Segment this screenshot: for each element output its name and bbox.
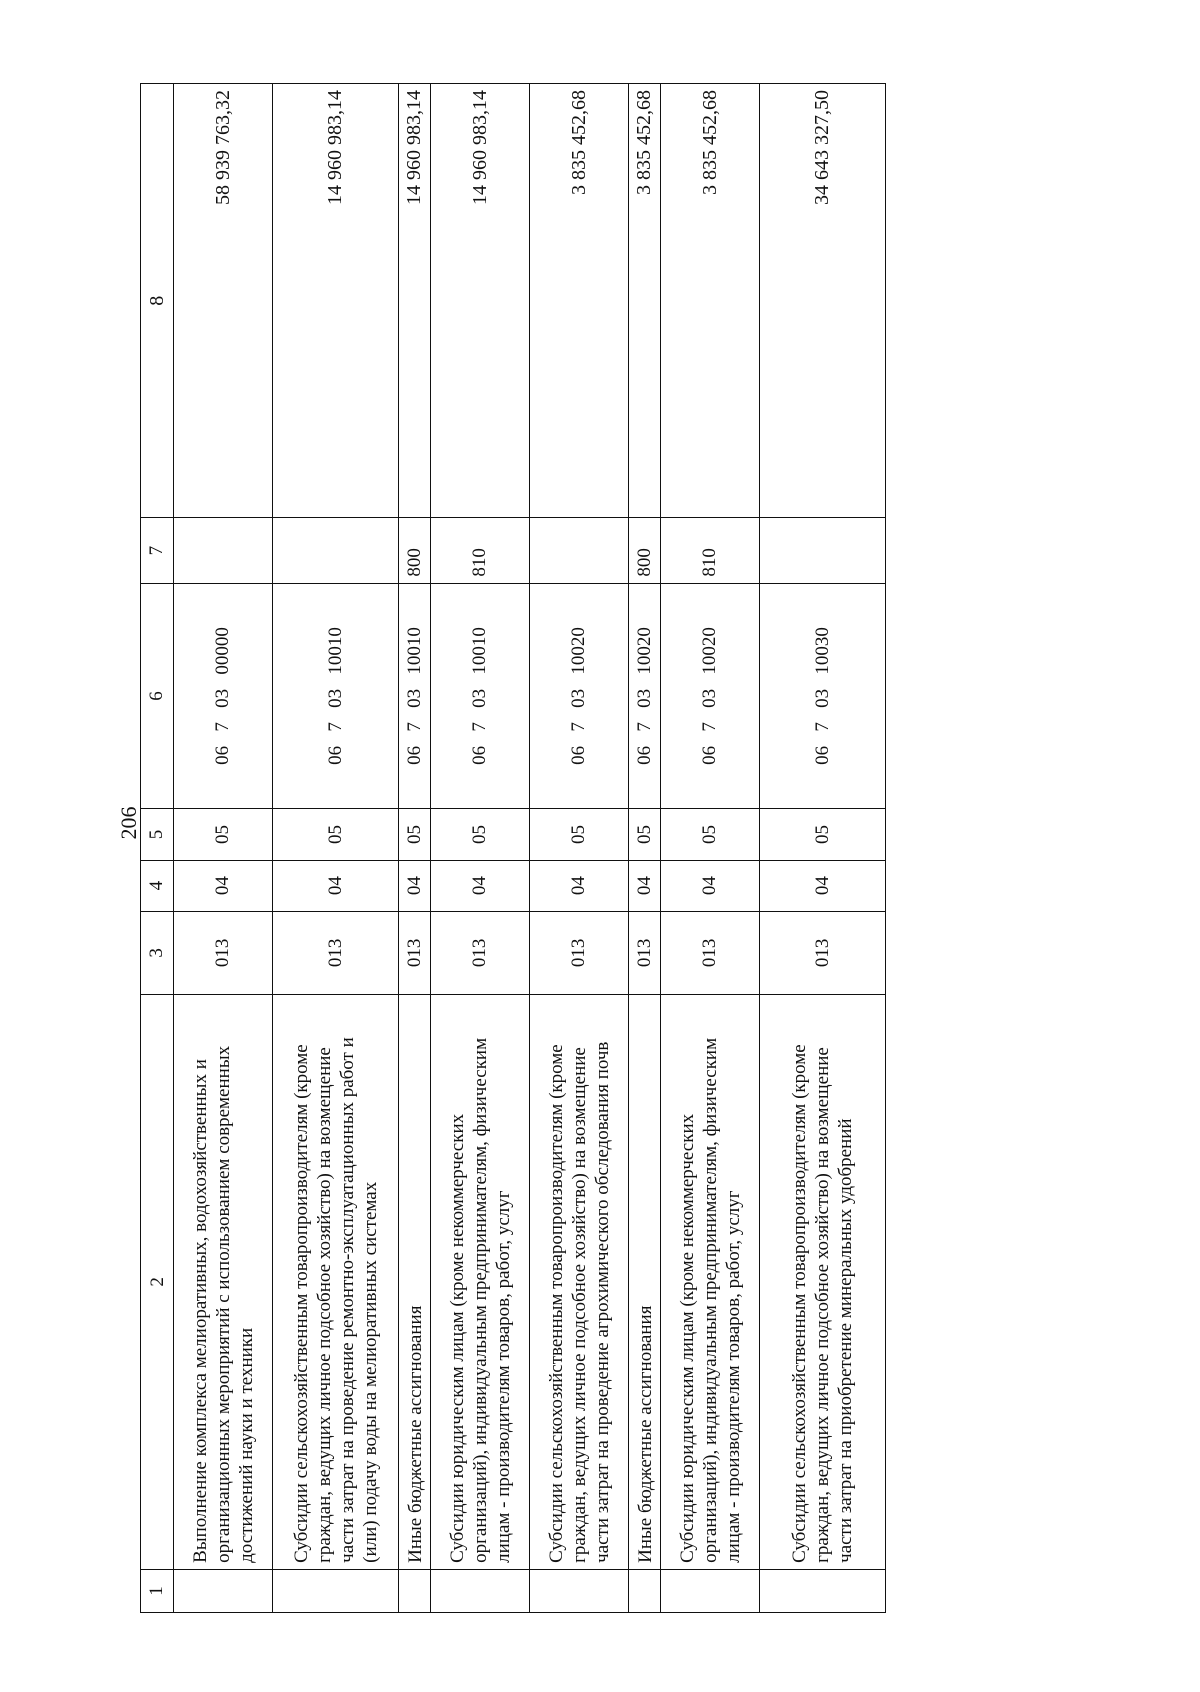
cell-col5: 05 [760, 809, 886, 860]
cell-col5: 05 [629, 809, 661, 860]
cell-col1 [530, 1569, 629, 1612]
header-col-2: 2 [141, 994, 174, 1569]
table-header-row [141, 84, 174, 1613]
cell-col7: 810 [431, 518, 530, 583]
cell-name: Субсидии сельскохозяйственным товаропроизводителям (кроме граждан, ведущих личное подсобное хозяйство) на возмещение части затрат на приобретение минеральных удобрений [760, 994, 886, 1569]
cell-col7: 800 [629, 518, 661, 583]
cell-name: Субсидии сельскохозяйственным товаропроизводителям (кроме граждан, ведущих личное подсобное хозяйство) на возмещение части затрат на проведение ремонтно-эксплуатационных работ и (или) подачу воды на мелиоративных системах [273, 994, 399, 1569]
cell-col7 [174, 518, 273, 583]
cell-name: Субсидии юридическим лицам (кроме некоммерческих организаций), индивидуальным предпринимателям, физическим лицам - производителям товаров, работ, услуг [431, 994, 530, 1569]
cell-name: Иные бюджетные ассигнования [399, 994, 431, 1569]
cell-col3: 013 [530, 911, 629, 994]
header-col-5: 5 [141, 809, 174, 860]
table-row [629, 84, 661, 1613]
cell-col3: 013 [431, 911, 530, 994]
cell-name: Выполнение комплекса мелиоративных, водохозяйственных и организационных мероприятий с использованием современных достижений науки и техники [174, 994, 273, 1569]
cell-col6: 06 7 03 10020 [629, 583, 661, 809]
cell-amount: 3 835 452,68 [661, 84, 760, 518]
cell-col3: 013 [399, 911, 431, 994]
cell-col6: 06 7 03 10010 [431, 583, 530, 809]
table-row [760, 84, 886, 1613]
cell-col1 [661, 1569, 760, 1612]
cell-col1 [399, 1569, 431, 1612]
cell-col4: 04 [629, 860, 661, 911]
cell-col6: 06 7 03 10020 [661, 583, 760, 809]
header-col-1: 1 [141, 1569, 174, 1612]
cell-col4: 04 [273, 860, 399, 911]
cell-col5: 05 [431, 809, 530, 860]
header-col-3: 3 [141, 911, 174, 994]
cell-col1 [273, 1569, 399, 1612]
cell-col4: 04 [661, 860, 760, 911]
cell-col7: 800 [399, 518, 431, 583]
cell-col3: 013 [760, 911, 886, 994]
table-row [399, 84, 431, 1613]
cell-col6: 06 7 03 10010 [399, 583, 431, 809]
table-row [530, 84, 629, 1613]
header-col-7: 7 [141, 518, 174, 583]
table-row [431, 84, 530, 1613]
cell-col7 [273, 518, 399, 583]
cell-col6: 06 7 03 10020 [530, 583, 629, 809]
cell-col4: 04 [530, 860, 629, 911]
cell-col7: 810 [661, 518, 760, 583]
cell-col7 [530, 518, 629, 583]
cell-col1 [760, 1569, 886, 1612]
cell-col1 [431, 1569, 530, 1612]
cell-col5: 05 [273, 809, 399, 860]
page-number: 206 [116, 806, 141, 840]
cell-col3: 013 [174, 911, 273, 994]
cell-col3: 013 [629, 911, 661, 994]
cell-amount: 14 960 983,14 [399, 84, 431, 518]
header-col-6: 6 [141, 583, 174, 809]
cell-amount: 14 960 983,14 [431, 84, 530, 518]
cell-col4: 04 [174, 860, 273, 911]
cell-col3: 013 [273, 911, 399, 994]
cell-col4: 04 [399, 860, 431, 911]
cell-col4: 04 [760, 860, 886, 911]
cell-amount: 34 643 327,50 [760, 84, 886, 518]
table-row [661, 84, 760, 1613]
header-col-4: 4 [141, 860, 174, 911]
cell-col4: 04 [431, 860, 530, 911]
cell-col5: 05 [399, 809, 431, 860]
cell-name: Иные бюджетные ассигнования [629, 994, 661, 1569]
budget-table [140, 83, 886, 1613]
cell-col7 [760, 518, 886, 583]
cell-col5: 05 [530, 809, 629, 860]
table-row [273, 84, 399, 1613]
cell-col6: 06 7 03 10010 [273, 583, 399, 809]
cell-name: Субсидии юридическим лицам (кроме некоммерческих организаций), индивидуальным предпринимателям, физическим лицам - производителям товаров, работ, услуг [661, 994, 760, 1569]
cell-amount: 3 835 452,68 [629, 84, 661, 518]
header-col-8: 8 [141, 84, 174, 518]
cell-col5: 05 [661, 809, 760, 860]
table-row [174, 84, 273, 1613]
cell-col6: 06 7 03 10030 [760, 583, 886, 809]
cell-amount: 58 939 763,32 [174, 84, 273, 518]
cell-col1 [174, 1569, 273, 1612]
cell-amount: 14 960 983,14 [273, 84, 399, 518]
rotated-table-container [140, 83, 1046, 1613]
cell-col1 [629, 1569, 661, 1612]
cell-col5: 05 [174, 809, 273, 860]
cell-name: Субсидии сельскохозяйственным товаропроизводителям (кроме граждан, ведущих личное подсобное хозяйство) на возмещение части затрат на проведение агрохимического обследования почв [530, 994, 629, 1569]
cell-col3: 013 [661, 911, 760, 994]
cell-amount: 3 835 452,68 [530, 84, 629, 518]
cell-col6: 06 7 03 00000 [174, 583, 273, 809]
